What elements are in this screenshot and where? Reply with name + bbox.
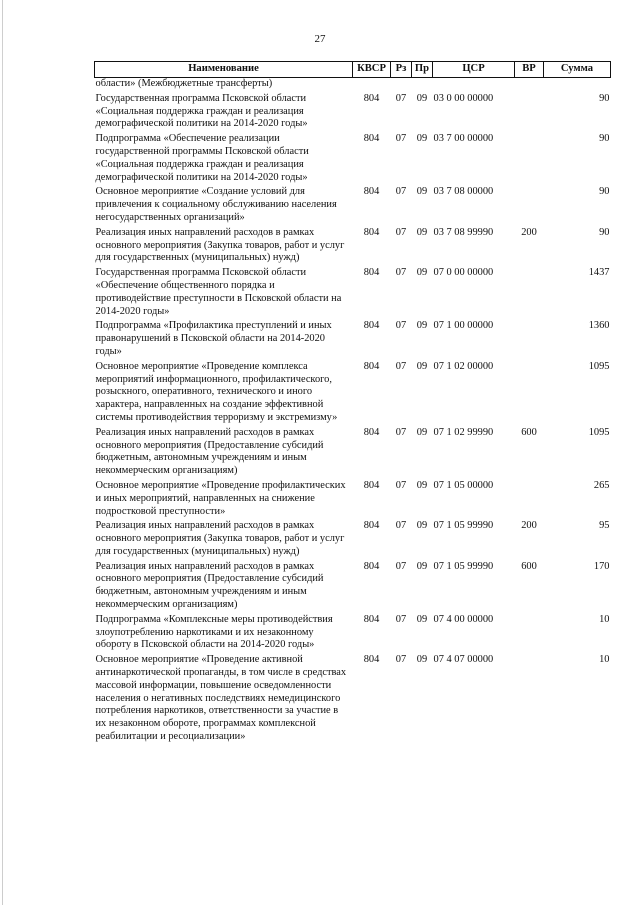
cell-kvsr: 804 xyxy=(363,186,380,198)
cell-sum: 1437 xyxy=(588,267,610,279)
table-row xyxy=(95,227,611,267)
cell-rz: 07 xyxy=(395,267,407,279)
cell-pr: 09 xyxy=(416,186,428,198)
cell-pr: 09 xyxy=(416,92,428,104)
cell-rz: 07 xyxy=(395,133,407,145)
cell-sum xyxy=(544,78,611,93)
cell-sum: 170 xyxy=(593,560,610,572)
cell-pr: 09 xyxy=(416,133,428,145)
table-row xyxy=(95,267,611,320)
cell-kvsr: 804 xyxy=(363,267,380,279)
cell-vr: 600 xyxy=(521,426,537,438)
table-header xyxy=(95,62,611,78)
header-pr: Пр xyxy=(412,62,433,78)
page-number: 27 xyxy=(314,33,326,45)
cell-vr xyxy=(515,480,544,520)
cell-sum: 1360 xyxy=(588,320,610,332)
cell-pr: 09 xyxy=(416,426,428,438)
cell-kvsr: 804 xyxy=(363,560,380,572)
cell-name: Подпрограмма «Обеспечение реализации государственной программы Псковской области «Социальная поддержка граждан и реализация демографической политики на 2014-2020 годы» xyxy=(95,133,309,183)
cell-name: Государственная программа Псковской области «Обеспечение общественного порядка и противодействие преступности в Псковской области на 2014-2020 годы» xyxy=(95,267,342,317)
cell-kvsr: 804 xyxy=(363,360,380,372)
cell-rz: 07 xyxy=(395,186,407,198)
cell-vr xyxy=(515,361,544,427)
cell-name: Основное мероприятие «Проведение профилактических и иных мероприятий, направленных на снижение подростковой преступности» xyxy=(95,479,346,517)
cell-sum: 90 xyxy=(599,186,610,198)
table-row xyxy=(95,78,611,93)
cell-rz: 07 xyxy=(395,613,407,625)
cell-kvsr xyxy=(353,78,391,93)
cell-pr: 09 xyxy=(416,654,428,666)
cell-vr xyxy=(515,133,544,186)
cell-sum: 10 xyxy=(599,613,610,625)
cell-name: Подпрограмма «Профилактика преступлений и иных правонарушений в Псковской области на 2014-2020 годы» xyxy=(95,320,332,357)
header-csr: ЦСР xyxy=(433,62,515,78)
cell-vr xyxy=(515,267,544,320)
table-row xyxy=(95,93,611,133)
header-kvsr: КВСР xyxy=(353,62,391,78)
table-row xyxy=(95,480,611,520)
cell-rz: 07 xyxy=(395,520,407,532)
cell-name: Основное мероприятие «Проведение комплекса мероприятий информационного, профилактического, розыскного, оперативного, технического и иного характера, направленных на создание эффективной системы противодействия терроризму и экстремизму» xyxy=(95,360,338,423)
cell-name: Реализация иных направлений расходов в рамках основного мероприятия (Предоставление субсидий бюджетным, автономным учреждениям и иным некоммерческим организациям) xyxy=(95,560,324,611)
cell-sum: 90 xyxy=(599,92,610,104)
cell-pr: 09 xyxy=(416,320,428,332)
cell-sum: 90 xyxy=(599,226,610,238)
cell-rz xyxy=(391,78,412,93)
cell-csr: 07 1 00 00000 xyxy=(433,320,494,332)
table-row xyxy=(95,561,611,614)
cell-csr: 03 0 00 00000 xyxy=(433,92,494,104)
cell-csr: 03 7 00 00000 xyxy=(433,133,494,145)
cell-pr: 09 xyxy=(416,520,428,532)
cell-name: Реализация иных направлений расходов в рамках основного мероприятия (Закупка товаров, работ и услуг для государственных (муниципальных) нужд) xyxy=(95,520,345,557)
cell-pr: 09 xyxy=(416,360,428,372)
cell-kvsr: 804 xyxy=(363,426,380,438)
cell-csr: 07 1 05 99990 xyxy=(433,520,494,532)
cell-rz: 07 xyxy=(395,360,407,372)
cell-csr: 07 0 00 00000 xyxy=(433,267,494,279)
cell-vr xyxy=(515,320,544,360)
table-body xyxy=(95,78,611,746)
cell-sum: 1095 xyxy=(588,360,610,372)
table-row xyxy=(95,520,611,560)
cell-rz: 07 xyxy=(395,320,407,332)
cell-pr: 09 xyxy=(416,226,428,238)
cell-sum: 1095 xyxy=(588,426,610,438)
cell-kvsr: 804 xyxy=(363,226,380,238)
table-row xyxy=(95,654,611,746)
cell-rz: 07 xyxy=(395,426,407,438)
cell-kvsr: 804 xyxy=(363,654,380,666)
cell-sum: 90 xyxy=(599,133,610,145)
cell-csr: 07 1 02 00000 xyxy=(433,360,494,372)
cell-kvsr: 804 xyxy=(363,479,380,491)
header-vr: ВР xyxy=(515,62,544,78)
table-row xyxy=(95,614,611,654)
cell-kvsr: 804 xyxy=(363,133,380,145)
cell-sum: 95 xyxy=(599,520,610,532)
cell-csr: 07 1 05 00000 xyxy=(433,479,494,491)
cell-name: области» (Межбюджетные трансферты) xyxy=(95,78,273,89)
cell-vr: 200 xyxy=(521,226,537,238)
cell-rz: 07 xyxy=(395,479,407,491)
cell-vr: 600 xyxy=(521,560,537,572)
cell-rz: 07 xyxy=(395,226,407,238)
cell-pr: 09 xyxy=(416,267,428,279)
header-sum: Сумма xyxy=(544,62,611,78)
cell-rz: 07 xyxy=(395,560,407,572)
cell-csr: 03 7 08 00000 xyxy=(433,186,494,198)
cell-pr: 09 xyxy=(416,613,428,625)
cell-rz: 07 xyxy=(395,654,407,666)
header-rz: Рз xyxy=(391,62,412,78)
cell-csr: 07 1 02 99990 xyxy=(433,426,494,438)
cell-kvsr: 804 xyxy=(363,613,380,625)
cell-vr xyxy=(515,93,544,133)
cell-vr xyxy=(515,614,544,654)
cell-pr xyxy=(412,78,433,93)
cell-name: Основное мероприятие «Создание условий для привлечения к социальному обслуживанию населения негосударственных организаций» xyxy=(95,186,337,223)
cell-name: Государственная программа Псковской области «Социальная поддержка граждан и реализация демографической политики на 2014-2020 годы» xyxy=(95,92,308,130)
cell-csr: 07 4 07 00000 xyxy=(433,654,494,666)
cell-kvsr: 804 xyxy=(363,520,380,532)
cell-pr: 09 xyxy=(416,479,428,491)
cell-name: Подпрограмма «Комплексные меры противодействия злоупотреблению наркотиками и их незаконному обороту в Псковской области на 2014-2020 годы» xyxy=(95,613,333,651)
cell-sum: 10 xyxy=(599,654,610,666)
cell-vr: 200 xyxy=(521,520,537,532)
cell-sum: 265 xyxy=(593,479,610,491)
cell-kvsr: 804 xyxy=(363,320,380,332)
cell-name: Основное мероприятие «Проведение активной антинаркотической пропаганды, в том числе в средствах массовой информации, повышение осведомленности населения о негативных последствиях немедицинского потребления наркотиков, ответственности за участие в их незаконном обороте, программах комплексной реабилитации и ресоциализации» xyxy=(95,654,347,743)
cell-vr xyxy=(515,186,544,226)
budget-table xyxy=(94,61,611,746)
scan-edge xyxy=(2,0,3,905)
cell-pr: 09 xyxy=(416,560,428,572)
cell-csr: 03 7 08 99990 xyxy=(433,226,494,238)
cell-name: Реализация иных направлений расходов в рамках основного мероприятия (Предоставление субсидий бюджетным, автономным учреждениям и иным некоммерческим организациям) xyxy=(95,426,324,477)
cell-csr: 07 1 05 99990 xyxy=(433,560,494,572)
cell-csr xyxy=(433,78,515,93)
table-row xyxy=(95,361,611,427)
table-row xyxy=(95,186,611,226)
header-name: Наименование xyxy=(95,62,353,78)
cell-csr: 07 4 00 00000 xyxy=(433,613,494,625)
cell-kvsr: 804 xyxy=(363,92,380,104)
table-row xyxy=(95,133,611,186)
cell-vr xyxy=(515,654,544,746)
table-row xyxy=(95,427,611,480)
cell-name: Реализация иных направлений расходов в рамках основного мероприятия (Закупка товаров, работ и услуг для государственных (муниципальных) нужд) xyxy=(95,226,345,264)
cell-rz: 07 xyxy=(395,92,407,104)
table-row xyxy=(95,320,611,360)
cell-vr xyxy=(515,78,544,93)
